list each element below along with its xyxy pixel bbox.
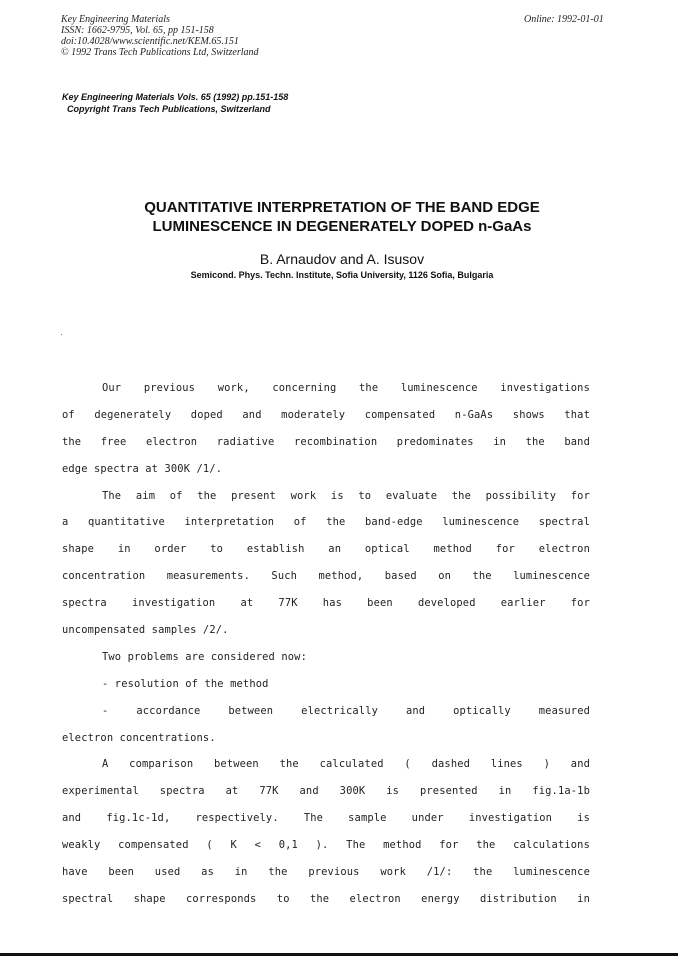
body-line: spectra investigation at 77K has been developed earlier for [62, 597, 590, 610]
journal-citation-block [62, 91, 288, 115]
body-line: of degenerately doped and moderately compensated n-GaAs shows that [62, 408, 590, 421]
author-affiliation: Semicond. Phys. Techn. Institute, Sofia University, 1126 Sofia, Bulgaria [190, 270, 494, 280]
paper-authors: B. Arnaudov and A. Isusov [259, 251, 425, 267]
journal-citation: Key Engineering Materials Vols. 65 (1992) pp.151-158 [62, 92, 289, 102]
body-line: edge spectra at 300K /1/. [62, 462, 223, 475]
footer-rule [0, 953, 678, 956]
body-line: uncompensated samples /2/. [62, 624, 229, 637]
issn-line: ISSN: 1662-9795, Vol. 65, pp 151-158 [61, 25, 214, 36]
body-line: A comparison between the calculated ( dashed lines ) and [102, 758, 590, 771]
body-line: a quantitative interpretation of the band-edge luminescence spectral [62, 516, 590, 529]
doi-line: doi:10.4028/www.scientific.net/KEM.65.151 [61, 36, 239, 47]
body-line: concentration measurements. Such method, based on the luminescence [62, 570, 590, 583]
body-line: and fig.1c-1d, respectively. The sample under investigation is [62, 812, 590, 825]
body-line: The aim of the present work is to evaluate the possibility for [102, 489, 590, 502]
body-line: electron concentrations. [62, 731, 216, 744]
publication-header [61, 14, 259, 58]
journal-name: Key Engineering Materials [61, 14, 170, 25]
copyright-line: © 1992 Trans Tech Publications Ltd, Switzerland [61, 47, 259, 58]
title-line-1: QUANTITATIVE INTERPRETATION OF THE BAND EDGE [144, 199, 540, 216]
title-line-2: LUMINESCENCE IN DEGENERATELY DOPED n-GaAs [152, 218, 532, 235]
body-line: - resolution of the method [102, 677, 269, 690]
online-date: Online: 1992-01-01 [524, 14, 604, 25]
body-line: experimental spectra at 77K and 300K is presented in fig.1a-1b [62, 785, 590, 798]
body-line: weakly compensated ( K < 0,1 ). The method for the calculations [62, 839, 590, 852]
body-text [62, 380, 590, 918]
scan-speck [61, 334, 62, 335]
paper-title [60, 198, 624, 236]
body-line: - accordance between electrically and optically measured [102, 704, 590, 717]
body-line: shape in order to establish an optical method for electron [62, 543, 590, 556]
body-line: the free electron radiative recombination predominates in the band [62, 435, 590, 448]
body-line: have been used as in the previous work /1/: the luminescence [62, 866, 590, 879]
body-line: Two problems are considered now: [102, 650, 307, 663]
body-line: spectral shape corresponds to the electron energy distribution in [62, 892, 590, 905]
body-line: Our previous work, concerning the luminescence investigations [102, 382, 590, 394]
journal-copyright: Copyright Trans Tech Publications, Switzerland [67, 104, 271, 114]
